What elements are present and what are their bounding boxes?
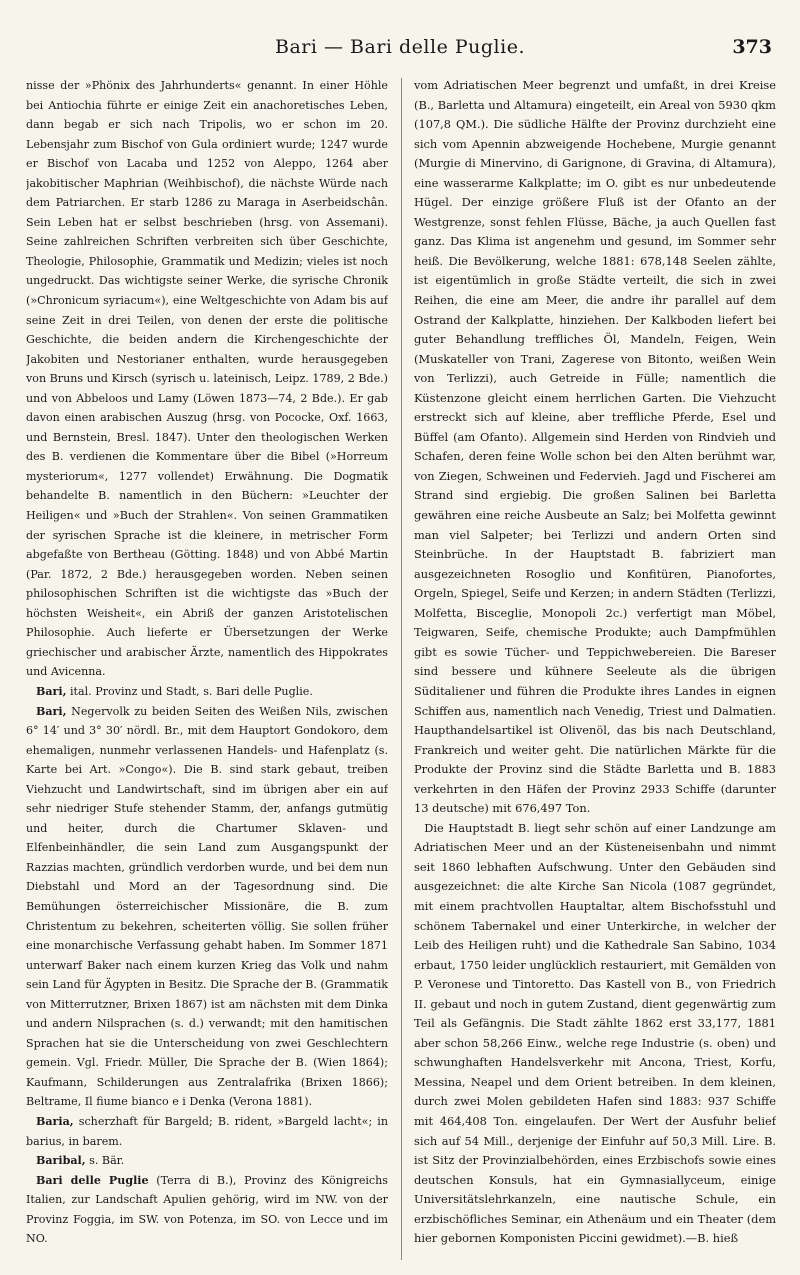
dictionary-entry bbox=[26, 1151, 388, 1171]
entry-text: Die Hauptstadt B. liegt sehr schön auf einer Landzunge am Adriatischen Meer und an der Küsteneisenbahn und nimmt seit 1860 lebhaften Aufschwung. Unter den Gebäuden sind ausgezeichnet: die alte Kirche San Nicola (1087 gegründet, mit einem prachtvollen Hauptaltar, altem Bischofsstuhl und schönem Tabernakel und einer Unterkirche, in welcher der Leib des Heiligen ruht) und die Kathedrale San Sabino, 1034 erbaut, 1750 leider unglücklich restauriert, mit Gemälden von P. Veronese und Tintoretto. Das Kastell von B., von Friedrich II. gebaut und noch in gutem Zustand, dient gegenwärtig zum Teil als Gefängnis. Die Stadt zählte 1862 erst 33,177, 1881 aber schon 58,266 Einw., welche rege Industrie (s. oben) und schwunghaften Handelsverkehr mit Ancona, Triest, Korfu, Messina, Neapel und dem Orient betreiben. In dem kleinen, durch zwei Molen gebildeten Hafen sind 1883: 937 Schiffe mit 464,408 Ton. eingelaufen. Der Wert der Ausfuhr belief sich auf 54 Mill., derjenige der Einfuhr auf 50,3 Mill. Lire. B. ist Sitz der Provinzialbehörden, eines Erzbischofs sowie eines deutschen Konsuls, hat ein Gymnasiallyceum, einige Universitätslehrkanzeln, eine nautische Schule, ein erzbischöfliches Seminar, ein Athenäum und ein Theater (dem hier gebornen Komponisten Piccini gewidmet).—B. hieß bbox=[414, 820, 776, 1246]
entry-text: scherzhaft für Bargeld; B. rident, »Bargeld lacht«; in barius, in barem. bbox=[26, 1114, 388, 1148]
text-paragraph bbox=[414, 76, 776, 819]
entry-headword: Baria, bbox=[35, 1114, 74, 1128]
dictionary-entry bbox=[26, 1171, 388, 1249]
running-head: Bari — Bari delle Puglie. bbox=[275, 36, 525, 58]
dictionary-entry bbox=[26, 682, 388, 702]
entry-headword: Bari delle Puglie bbox=[35, 1173, 149, 1187]
dictionary-entry bbox=[26, 1112, 388, 1151]
text-paragraph bbox=[414, 819, 776, 1249]
page-header bbox=[24, 24, 776, 64]
entry-headword: Baribal, bbox=[35, 1154, 86, 1168]
entry-text: nisse der »Phönix des Jahrhunderts« genannt. In einer Höhle bei Antiochia führte er einige Zeit ein anachoretisches Leben, dann begab er sich nach Tripolis, wo er schon im 20. Lebensjahr zum Bischof von Gula ordiniert wurde; 1247 wurde er Bischof von Lacaba und 1252 von Aleppo, 1264 aber jakobitischer Maphrian (Weihbischof), die nächste Würde nach dem Patriarchen. Er starb 1286 zu Maraga in Aserbeidschân. Sein Leben hat er selbst beschrieben (hrsg. von Assemani). Seine zahlreichen Schriften verbreiten sich über Geschichte, Theologie, Philosophie, Grammatik und Medizin; vieles ist noch ungedruckt. Das wichtigste seiner Werke, die syrische Chronik (»Chronicum syriacum«), eine Weltgeschichte von Adam bis auf seine Zeit in drei Teilen, von denen der erste die politische Geschichte, die beiden andern die Kirchengeschichte der Jakobiten und Nestorianer enthalten, wurde herausgegeben von Bruns und Kirsch (syrisch u. lateinisch, Leipz. 1789, 2 Bde.) und von Abbeloos und Lamy (Löwen 1873—74, 2 Bde.). Er gab davon einen arabischen Auszug (hrsg. von Pococke, Oxf. 1663, und Bernstein, Bresl. 1847). Unter den theologischen Werken des B. verdienen die Kommentare über die Bibel (»Horreum mysteriorum«, 1277 vollendet) Erwähnung. Die Dogmatik behandelte B. namentlich in den Büchern: »Leuchter der Heiligen« und »Buch der Strahlen«. Von seinen Grammatiken der syrischen Sprache ist die kleinere, in metrischer Form abgefaßte von Bertheau (Götting. 1848) und von Abbé Martin (Par. 1872, 2 Bde.) herausgegeben worden. Neben seinen philosophischen Schriften ist die wichtigste das »Buch der höchsten Weisheit«, ein Abriß der ganzen Aristotelischen Philosophie. Auch lieferte er Übersetzungen der Werke griechischer und arabischer Ärzte, namentlich des Hippokrates und Avicenna. bbox=[26, 79, 388, 679]
dictionary-entry bbox=[26, 702, 388, 1112]
entry-text: s. Bär. bbox=[85, 1154, 125, 1168]
entry-text: vom Adriatischen Meer begrenzt und umfaßt, in drei Kreise (B., Barletta und Altamura) eingeteilt, ein Areal von 5930 qkm (107,8 QM.). Die südliche Hälfte der Provinz durchzieht eine sich vom Apennin abzweigende Hochebene, Murgie genannt (Murgie di Minervino, di Garignone, di Gravina, di Altamura), eine wasserarme Kalkplatte; im O. gibt es nur unbedeutende Hügel. Der einzige größere Fluß ist der Ofanto an der Westgrenze, sonst fehlen Flüsse, Bäche, ja auch Quellen fast ganz. Das Klima ist angenehm und gesund, im Sommer sehr heiß. Die Bevölkerung, welche 1881: 678,148 Seelen zählte, ist eigentümlich in große Städte verteilt, die sich in zwei Reihen, die eine am Meer, die andre ihr parallel auf dem Ostrand der Kalkplatte, hinziehen. Der Kalkboden liefert bei guter Behandlung treffliches Öl, Mandeln, Feigen, Wein (Muskateller von Trani, Zagerese von Bitonto, weißen Wein von Terlizzi), auch Getreide in Fülle; namentlich die Küstenzone gleicht einem herrlichen Garten. Die Viehzucht erstreckt sich auf kleine, aber treffliche Pferde, Esel und Büffel (am Ofanto). Allgemein sind Herden von Rindvieh und Schafen, deren feine Wolle schon bei den Alten berühmt war, von Ziegen, Schweinen und Federvieh. Jagd und Fischerei am Strand sind ergiebig. Die großen Salinen bei Barletta gewähren eine reiche Ausbeute an Salz; bei Molfetta gewinnt man viel Salpeter; bei Terlizzi und andern Orten sind Steinbrüche. In der Hauptstadt B. fabriziert man ausgezeichneten Rosoglio und Konfitüren, Pianofortes, Orgeln, Spiegel, Seife und Kerzen; in andern Städten (Terlizzi, Molfetta, Bisceglie, Monopoli 2c.) verfertigt man Möbel, Teigwaren, Seife, chemische Produkte; auch Dampfmühlen gibt es sowie Tücher- und Teppichwebereien. Die Bareser sind bessere und kühnere Seeleute als die übrigen Süditaliener und führen die Produkte ihres Landes in eignen Schiffen aus, namentlich nach Venedig, Triest und Dalmatien. Haupthandelsartikel ist Olivenöl, das bis nach Deutschland, Frankreich und weiter geht. Die natürlichen Märkte für die Produkte der Provinz sind die Städte Barletta und B. 1883 verkehrten in den Häfen der Provinz 2933 Schiffe (darunter 13 deutsche) mit 676,497 Ton. bbox=[414, 78, 776, 816]
text-paragraph bbox=[26, 76, 388, 682]
text-columns bbox=[26, 76, 776, 1264]
page-number: 373 bbox=[732, 36, 772, 58]
entry-text: (Terra di B.), Provinz des Königreichs Italien, zur Landschaft Apulien gehörig, wird im NW. von der Provinz Foggia, im SW. von Potenza, im SO. von Lecce und im NO. bbox=[26, 1173, 388, 1246]
right-column bbox=[414, 76, 776, 1264]
entry-text: ital. Provinz und Stadt, s. Bari delle Puglie. bbox=[66, 684, 313, 698]
left-column bbox=[26, 76, 388, 1264]
column-divider bbox=[401, 78, 402, 1260]
entry-headword: Bari, bbox=[35, 704, 67, 718]
entry-text: Negervolk zu beiden Seiten des Weißen Nils, zwischen 6° 14′ und 3° 30′ nördl. Br., mit dem Hauptort Gondokoro, dem ehemaligen, nunmehr verlassenen Handels- und Hafenplatz (s. Karte bei Art. »Congo«). Die B. sind stark gebaut, treiben Viehzucht und Landwirtschaft, sind im übrigen aber ein auf sehr niedriger Stufe stehender Stamm, der, anfangs gutmütig und heiter, durch die Chartumer Sklaven- und Elfenbeinhändler, die sein Land zum Ausgangspunkt der Razzias machten, gründlich verdorben wurde, und bei dem nun Diebstahl und Mord an der Tagesordnung sind. Die Bemühungen österreichischer Missionäre, die B. zum Christentum zu bekehren, scheiterten völlig. Sie sollen früher eine monarchische Verfassung gehabt haben. Im Sommer 1871 unterwarf Baker nach einem kurzen Krieg das Volk und nahm sein Land für Ägypten in Besitz. Die Sprache der B. (Grammatik von Mitterrutzner, Brixen 1867) ist am nächsten mit dem Dinka und andern Nilsprachen (s. d.) verwandt; mit den hamitischen Sprachen hat sie die Unterscheidung von zwei Geschlechtern gemein. Vgl. Friedr. Müller, Die Sprache der B. (Wien 1864); Kaufmann, Schilderungen aus Zentralafrika (Brixen 1866); Beltrame, Il fiume bianco e i Denka (Verona 1881). bbox=[26, 704, 388, 1109]
entry-headword: Bari, bbox=[35, 684, 67, 698]
